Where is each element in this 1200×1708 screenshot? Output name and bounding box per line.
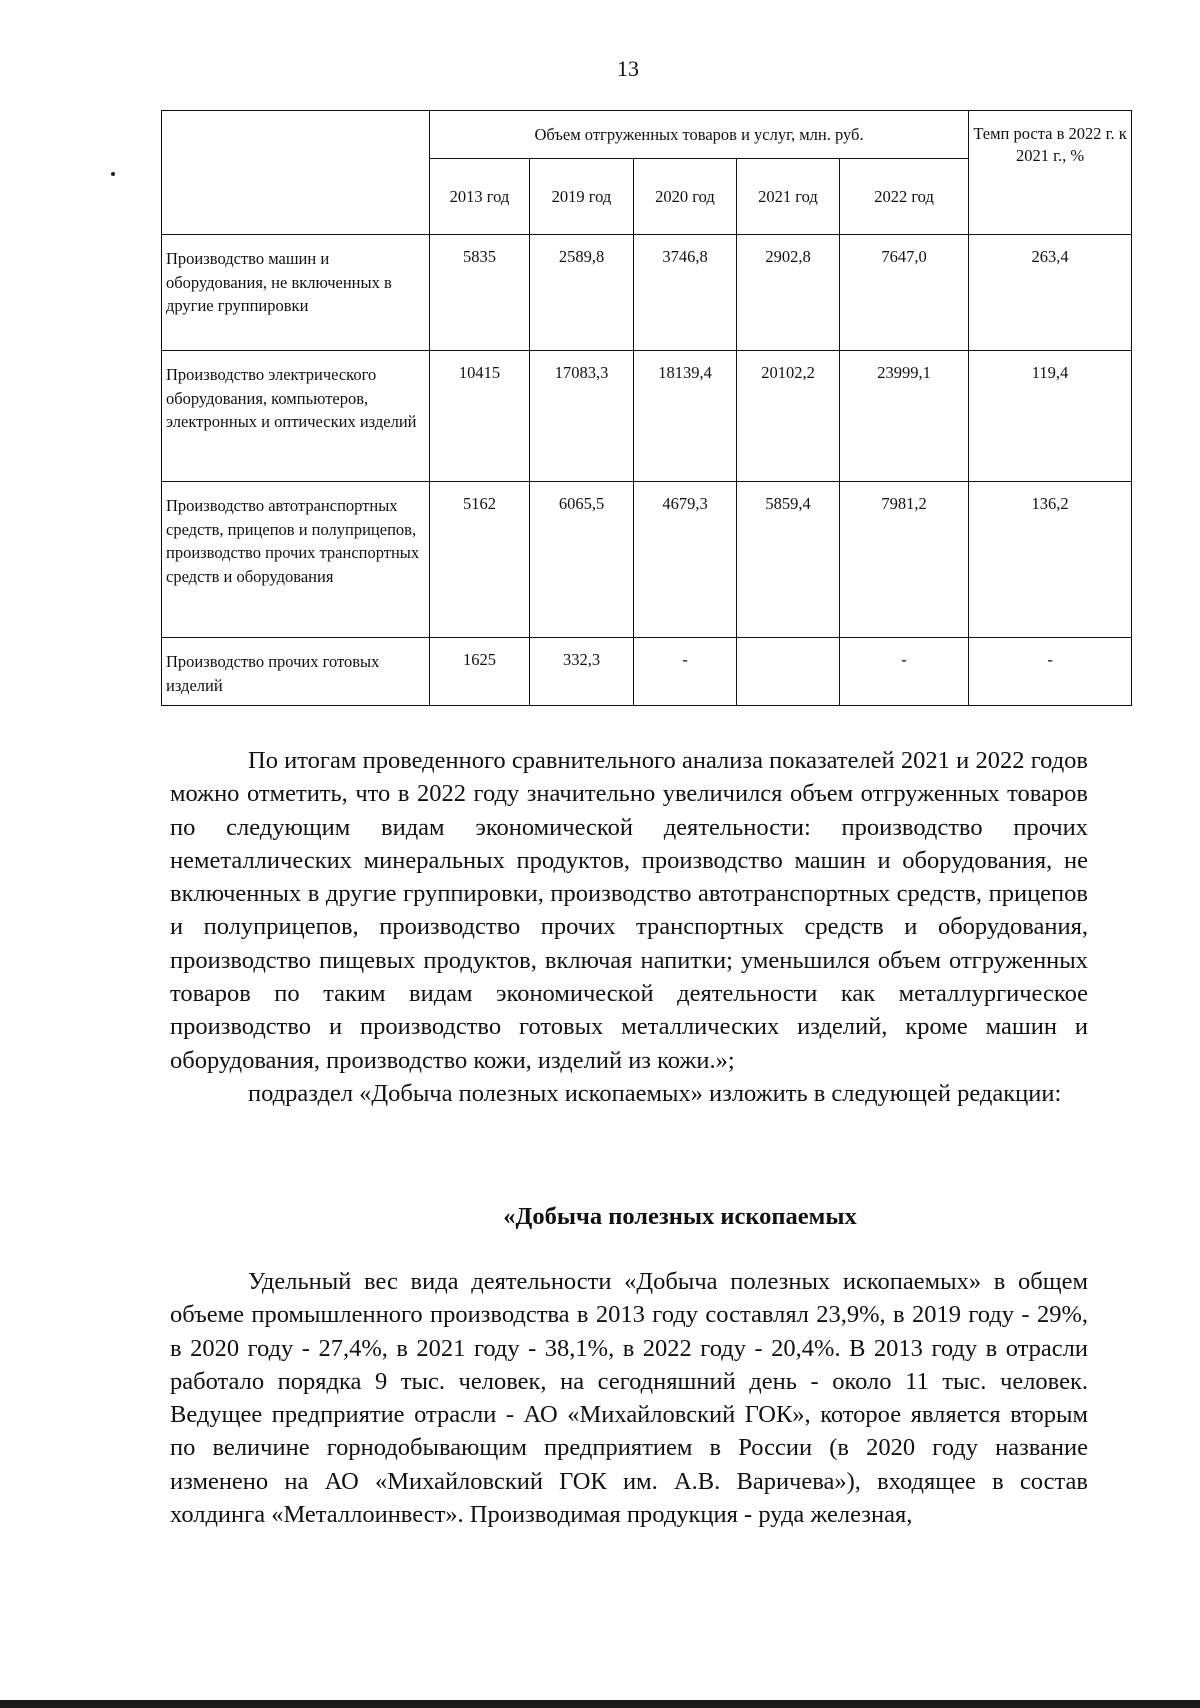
- table-cell: 4679,3: [634, 482, 737, 638]
- growth-header: Темп роста в 2022 г. к 2021 г., %: [969, 111, 1132, 235]
- table-cell: 2902,8: [737, 235, 840, 351]
- growth-cell: 119,4: [969, 351, 1132, 482]
- table-row: [162, 638, 1132, 706]
- row-label: Производство машин и оборудования, не включенных в другие группировки: [162, 235, 430, 351]
- table-cell: -: [634, 638, 737, 706]
- year-header: 2013 год: [430, 159, 530, 235]
- paragraph: Удельный вес вида деятельности «Добыча полезных ископаемых» в общем объеме промышленного производства в 2013 году составлял 23,9%, в 2019 году - 29%, в 2020 году - 27,4%, в 2021 году - 38,1%, в 2022 году - 20,4%. В 2013 году в отрасли работало порядка 9 тыс. человек, на сегодняшний день - около 11 тыс. человек. Ведущее предприятие отрасли - АО «Михайловский ГОК», которое является вторым по величине горнодобывающим предприятием в России (в 2020 году название изменено на АО «Михайловский ГОК им. А.В. Варичева»), входящее в состав холдинга «Металлоинвест». Производимая продукция - руда железная,: [170, 1268, 1088, 1529]
- table-cell: 3746,8: [634, 235, 737, 351]
- table-cell: 6065,5: [530, 482, 634, 638]
- table-cell: 7981,2: [840, 482, 969, 638]
- growth-cell: -: [969, 638, 1132, 706]
- year-header: 2021 год: [737, 159, 840, 235]
- paragraph: По итогам проведенного сравнительного анализа показателей 2021 и 2022 годов можно отметить, что в 2022 году значительно увеличился объем отгруженных товаров по следующим видам экономической деятельности: производство прочих неметаллических минеральных продуктов, производство машин и оборудования, не включенных в другие группировки, производство автотранспортных средств, прицепов и полуприцепов, производство прочих транспортных средств и оборудования, производство пищевых продуктов, включая напитки; уменьшился объем отгруженных товаров по таким видам экономической деятельности как металлургическое производство и производство готовых металлических изделий, кроме машин и оборудования, производство кожи, изделий из кожи.»;: [170, 747, 1088, 1074]
- table-cell: 18139,4: [634, 351, 737, 482]
- scan-mark: [111, 172, 115, 176]
- table-cell: 5859,4: [737, 482, 840, 638]
- group-header: Объем отгруженных товаров и услуг, млн. руб.: [430, 111, 969, 159]
- table-row: [162, 351, 1132, 482]
- table-cell: 5162: [430, 482, 530, 638]
- table-cell: -: [840, 638, 969, 706]
- analysis-text: [170, 744, 1088, 1110]
- table-cell: [737, 638, 840, 706]
- table-cell: 1625: [430, 638, 530, 706]
- table-cell: 332,3: [530, 638, 634, 706]
- table-row: [162, 235, 1132, 351]
- shipment-volume-table: [161, 110, 1132, 706]
- row-label: Производство автотранспортных средств, прицепов и полуприцепов, производство прочих транспортных средств и оборудования: [162, 482, 430, 638]
- table-row: [162, 482, 1132, 638]
- table-cell: 20102,2: [737, 351, 840, 482]
- page-number: 13: [617, 56, 639, 81]
- table-corner-cell: [162, 111, 430, 235]
- row-label: Производство прочих готовых изделий: [162, 638, 430, 706]
- row-label: Производство электрического оборудования, компьютеров, электронных и оптических изделий: [162, 351, 430, 482]
- table-cell: 2589,8: [530, 235, 634, 351]
- year-header: 2019 год: [530, 159, 634, 235]
- table-cell: 5835: [430, 235, 530, 351]
- table-cell: 10415: [430, 351, 530, 482]
- paragraph: подраздел «Добыча полезных ископаемых» изложить в следующей редакции:: [248, 1079, 1062, 1107]
- table-cell: 23999,1: [840, 351, 969, 482]
- table-cell: 17083,3: [530, 351, 634, 482]
- growth-cell: 263,4: [969, 235, 1132, 351]
- mining-text: [170, 1265, 1088, 1531]
- year-header: 2020 год: [634, 159, 737, 235]
- page-bottom-edge: [0, 1700, 1200, 1708]
- table-cell: 7647,0: [840, 235, 969, 351]
- growth-cell: 136,2: [969, 482, 1132, 638]
- section-heading: «Добыча полезных ископаемых: [503, 1203, 857, 1230]
- year-header: 2022 год: [840, 159, 969, 235]
